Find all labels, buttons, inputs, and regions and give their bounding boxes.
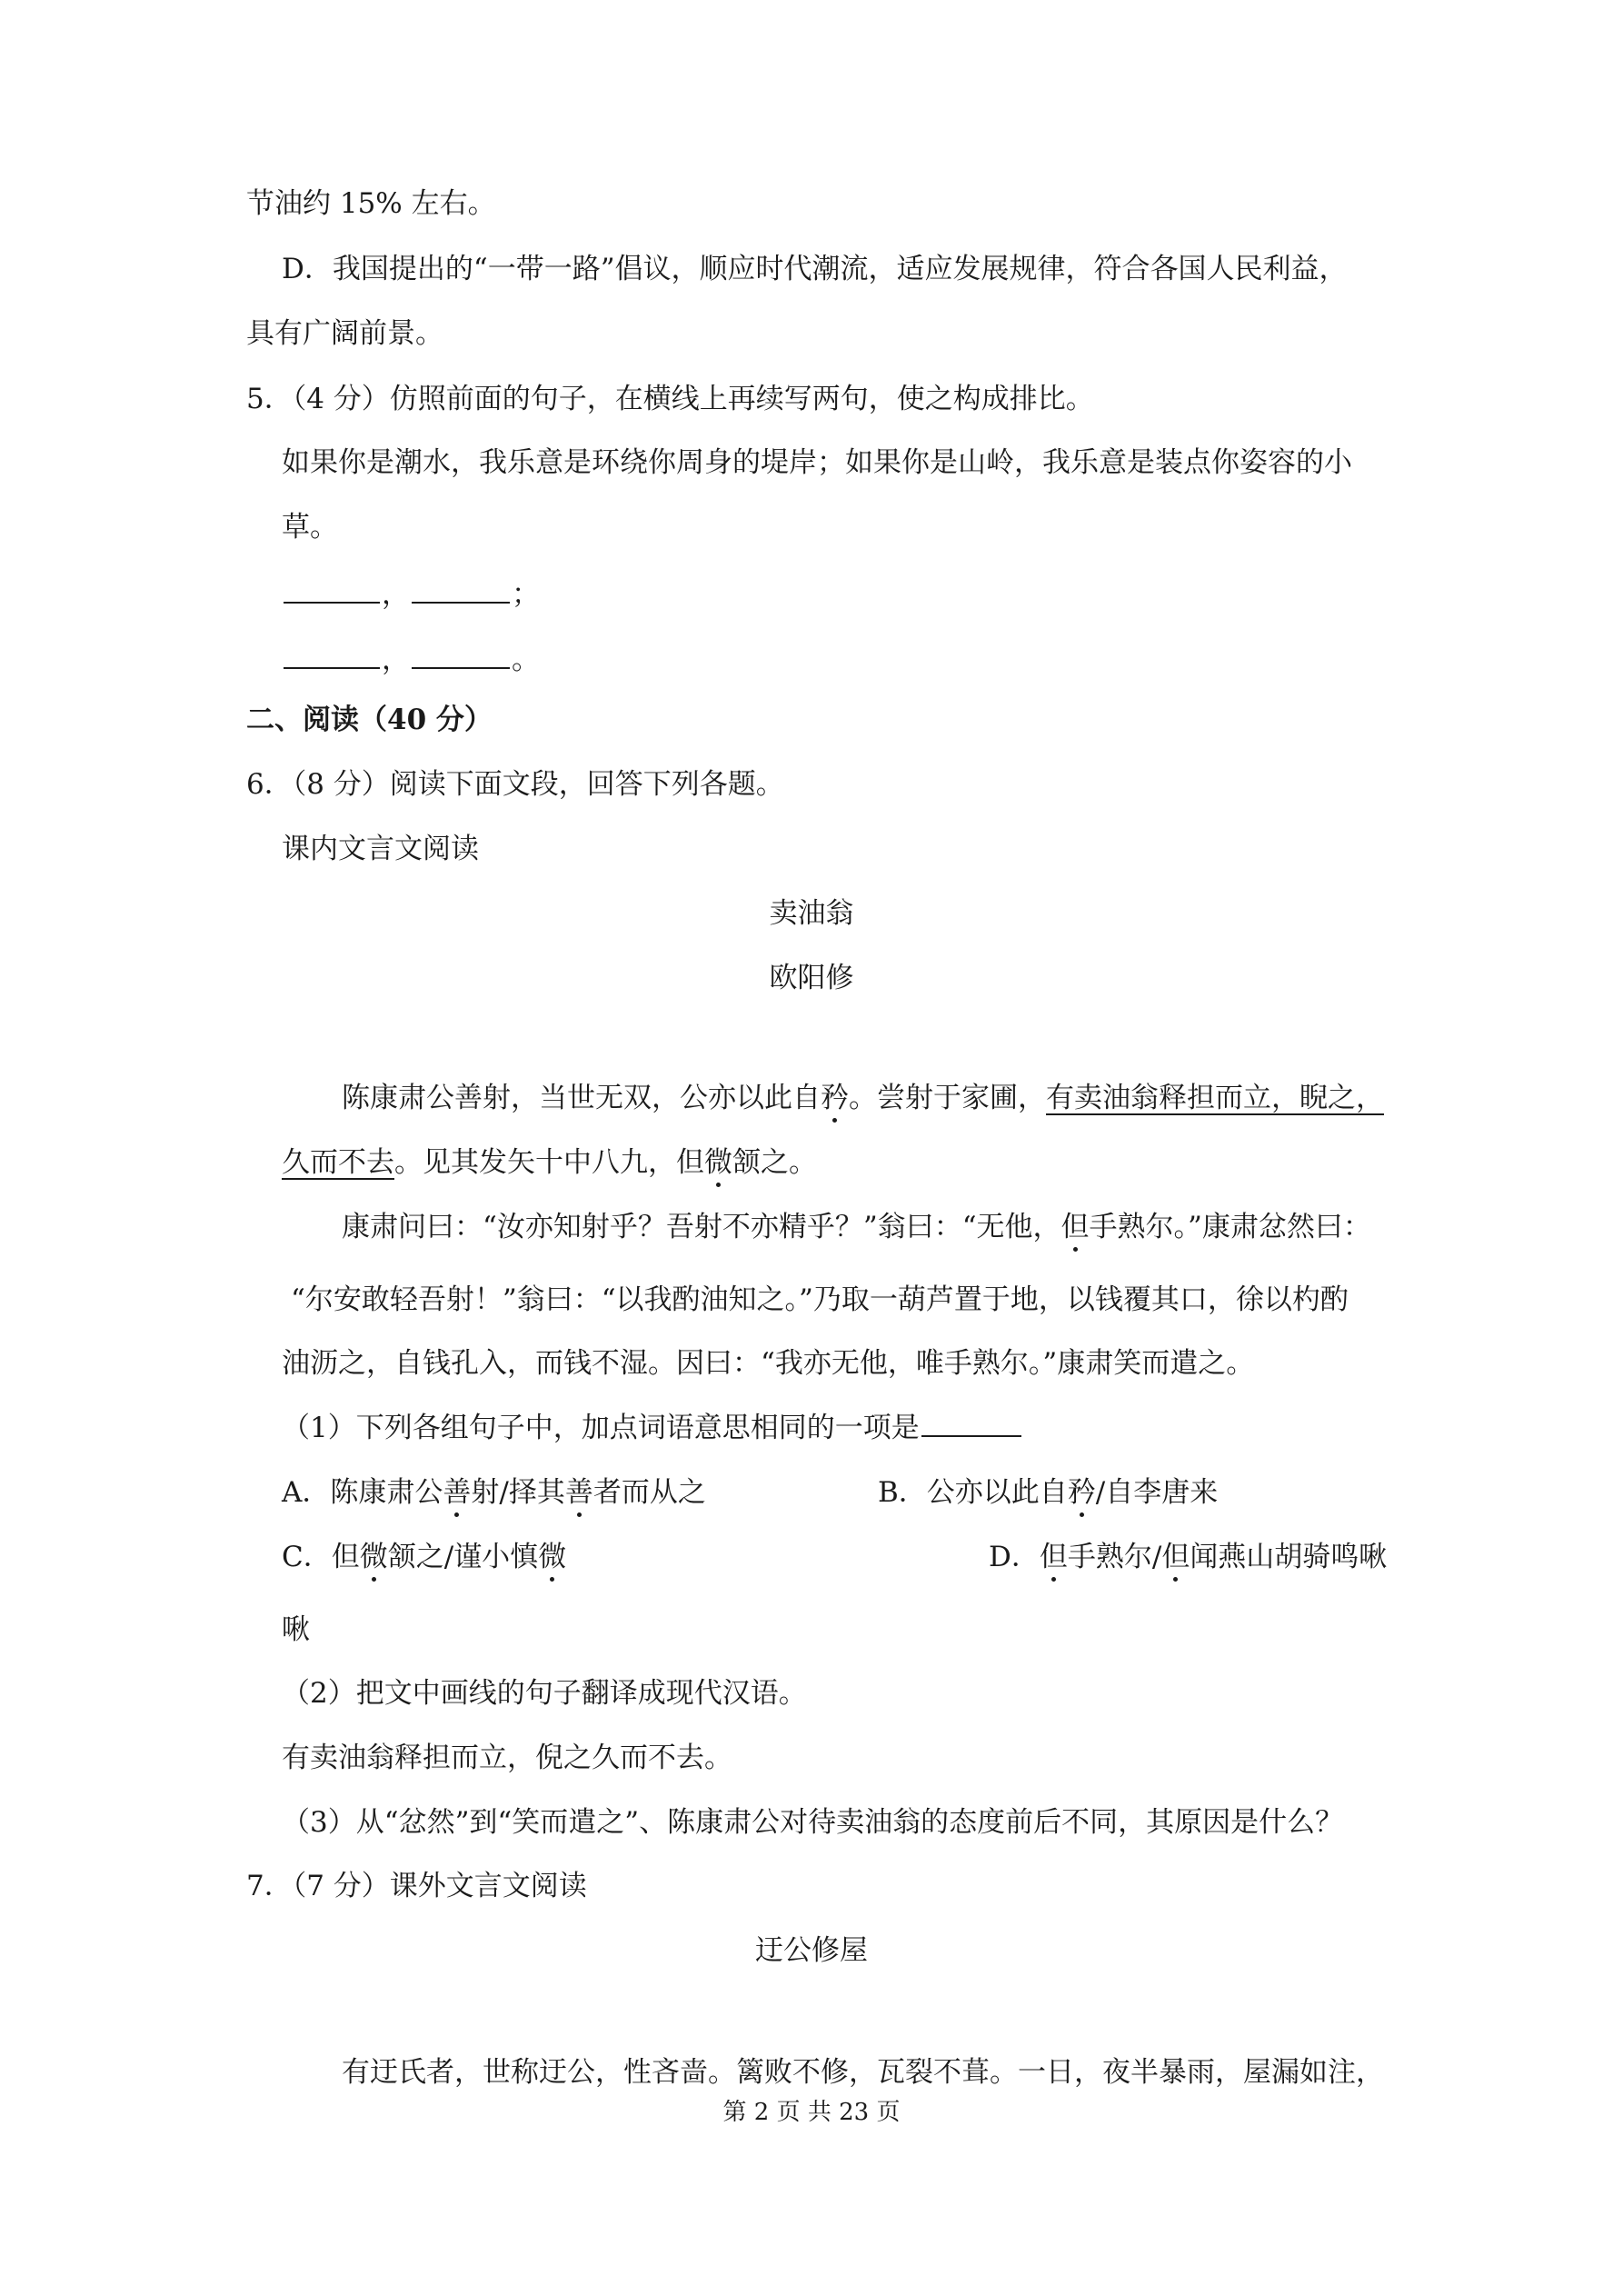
dotted-char: 善	[564, 1476, 593, 1509]
answer-blank-row: ， 。	[282, 642, 540, 678]
underlined-sentence: 久而不去	[282, 1146, 394, 1179]
option-d: D．但手熟尔/但闻燕山胡骑鸣啾	[989, 1541, 1388, 1573]
q6-subtitle: 课内文言文阅读	[282, 833, 479, 865]
answer-blank[interactable]	[412, 576, 510, 604]
option-d-line: D．我国提出的“一带一路”倡议，顺应时代潮流，适应发展规律，符合各国人民利益，	[282, 253, 1348, 285]
answer-blank[interactable]	[921, 1410, 1021, 1437]
question-6: 6．（8 分）阅读下面文段，回答下列各题。	[246, 768, 784, 801]
answer-blank[interactable]	[284, 576, 380, 604]
answer-blank[interactable]	[284, 642, 380, 669]
dotted-char: 微	[704, 1146, 732, 1179]
question-5: 5．（4 分）仿照前面的句子，在横线上再续写两句，使之构成排比。	[246, 383, 1094, 415]
q5-example-line: 草。	[282, 511, 338, 544]
q5-example-line: 如果你是潮水，我乐意是环绕你周身的堤岸；如果你是山岭，我乐意是装点你姿容的小	[282, 446, 1352, 479]
answer-blank-row: ， ；	[282, 576, 540, 613]
article-author: 欧阳修	[769, 962, 854, 994]
article-title: 迂公修屋	[755, 1934, 868, 1967]
article-title: 卖油翁	[769, 897, 854, 930]
article-line: “尔安敢轻吾射！”翁曰：“以我酌油知之。”乃取一葫芦置于地，以钱覆其口，徐以杓酌	[291, 1283, 1349, 1316]
article-line: 久而不去。见其发矢十中八九，但微颔之。	[282, 1146, 817, 1179]
paragraph-line: 具有广阔前景。	[246, 317, 443, 350]
option-a: A．陈康肃公善射/择其善者而从之	[282, 1476, 706, 1509]
option-d-continued: 啾	[282, 1613, 310, 1646]
sub-question-2: （2）把文中画线的句子翻译成现代汉语。	[282, 1677, 807, 1710]
answer-blank[interactable]	[412, 642, 510, 669]
dotted-char: 微	[359, 1541, 388, 1573]
section-heading: 二、阅读（40 分）	[246, 704, 493, 736]
article-line: 康肃问曰：“汝亦知射乎？吾射不亦精乎？”翁曰：“无他，但手熟尔。”康肃忿然曰：	[342, 1211, 1371, 1243]
dotted-char: 但	[1039, 1541, 1068, 1573]
underlined-sentence: 有卖油翁释担而立，睨之，	[1046, 1082, 1384, 1114]
paragraph-line: 节油约 15% 左右。	[246, 187, 496, 220]
article-line: 陈康肃公善射，当世无双，公亦以此自矜。尝射于家圃，有卖油翁释担而立，睨之，	[342, 1082, 1384, 1114]
article-line: 有迂氏者，世称迂公，性吝啬。篱败不修，瓦裂不葺。一日，夜半暴雨，屋漏如注，	[342, 2056, 1384, 2089]
sub-question-3: （3）从“忿然”到“笑而遣之”、陈康肃公对待卖油翁的态度前后不同，其原因是什么？	[282, 1806, 1344, 1839]
question-7: 7．（7 分）课外文言文阅读	[246, 1870, 587, 1902]
page-footer: 第 2 页 共 23 页	[722, 2099, 901, 2126]
sub-question-1: （1）下列各组句子中，加点词语意思相同的一项是	[282, 1410, 1023, 1446]
dotted-char: 矜	[1067, 1476, 1096, 1509]
dotted-char: 微	[538, 1541, 567, 1573]
dotted-char: 矜	[821, 1082, 849, 1114]
dotted-char: 善	[443, 1476, 472, 1509]
article-line: 油沥之，自钱孔入，而钱不湿。因曰：“我亦无他，唯手熟尔。”康肃笑而遣之。	[282, 1347, 1255, 1380]
option-b: B．公亦以此自矜/自李唐来	[878, 1476, 1219, 1509]
dotted-char: 但	[1161, 1541, 1190, 1573]
option-c: C．但微颔之/谨小慎微	[282, 1541, 567, 1573]
dotted-char: 但	[1060, 1211, 1090, 1243]
sub-question-2-text: 有卖油翁释担而立，倪之久而不去。	[282, 1742, 732, 1774]
